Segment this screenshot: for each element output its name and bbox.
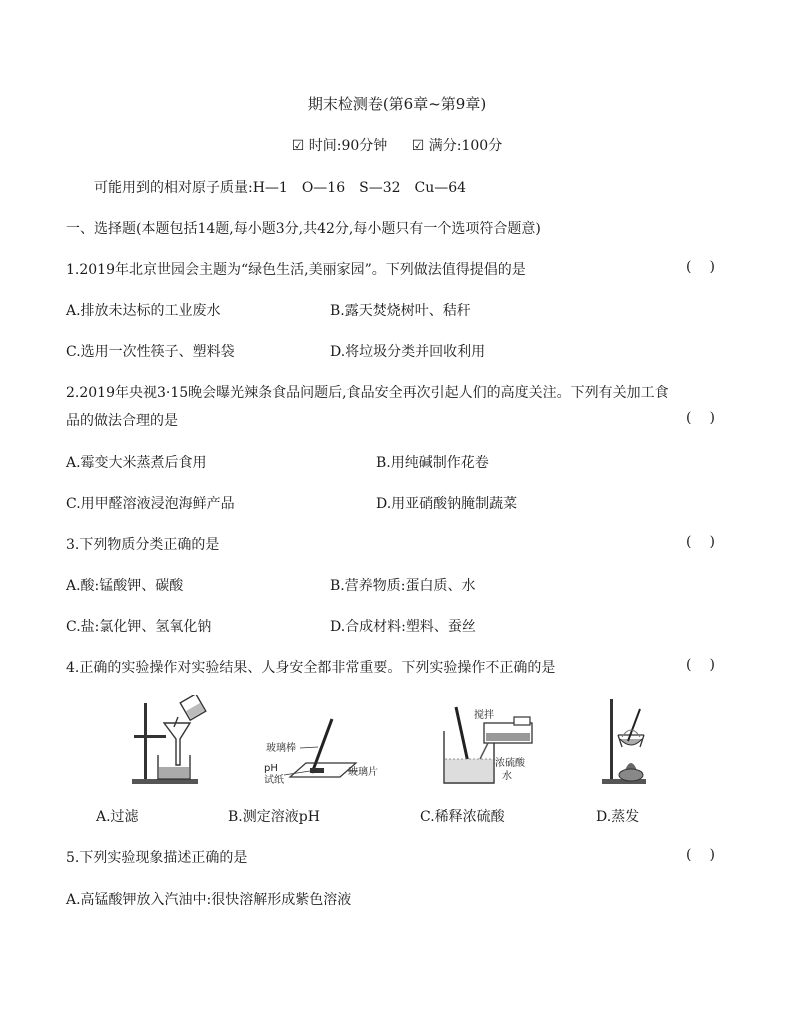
q3-option-c: C.盐:氯化钾、氢氧化钠 xyxy=(66,619,212,635)
q4-caption-a: A.过滤 xyxy=(96,809,139,825)
q2-stem-cont: 品的做法合理的是 xyxy=(66,413,178,429)
q4-caption-b: B.测定溶液pH xyxy=(228,809,320,825)
filtration-figure xyxy=(128,695,218,787)
label-ph: pH xyxy=(264,763,278,774)
q2-option-c: C.用甲醛溶液浸泡海鲜产品 xyxy=(66,496,235,512)
q3-option-a: A.酸:锰酸钾、碳酸 xyxy=(66,578,184,594)
q1-option-b: B.露天焚烧树叶、秸秆 xyxy=(330,303,471,319)
q2-option-b: B.用纯碱制作花卷 xyxy=(376,455,489,471)
evaporation-figure xyxy=(596,695,666,787)
q4-caption-d: D.蒸发 xyxy=(596,809,640,825)
q3-option-b: B.营养物质:蛋白质、水 xyxy=(330,578,476,594)
q1-stem: 1.2019年北京世园会主题为“绿色生活,美丽家园”。下列做法值得提倡的是 xyxy=(66,262,526,278)
label-test-paper: 试纸 xyxy=(264,775,284,786)
q5-option-a: A.高锰酸钾放入汽油中:很快溶解形成紫色溶液 xyxy=(66,892,352,908)
q1-option-a: A.排放未达标的工业废水 xyxy=(66,303,221,319)
q2-answer-blank[interactable]: () xyxy=(686,410,733,426)
atomic-mass-note: 可能用到的相对原子质量:H—1 O—16 S—32 Cu—64 xyxy=(94,180,467,196)
label-glass-plate-text: 玻璃片 xyxy=(348,767,378,778)
q3-option-d: D.合成材料:塑料、蚕丝 xyxy=(330,619,476,635)
q4-caption-c: C.稀释浓硫酸 xyxy=(420,809,505,825)
section-heading: 一、选择题(本题包括14题,每小题3分,共42分,每小题只有一个选项符合题意) xyxy=(66,221,541,237)
q1-option-d: D.将垃圾分类并回收利用 xyxy=(330,344,486,360)
label-stir: 搅拌 xyxy=(474,710,494,721)
page-title: 期末检测卷(第6章~第9章) xyxy=(307,95,487,113)
full-score: ☑ 满分:100分 xyxy=(411,138,503,154)
q2-stem: 2.2019年央视3·15晚会曝光辣条食品问题后,食品安全再次引起人们的高度关注。下列有关加工食 xyxy=(66,385,669,401)
q3-answer-blank[interactable]: () xyxy=(686,534,733,550)
q2-option-a: A.霉变大米蒸煮后食用 xyxy=(66,455,207,471)
label-water: 水 xyxy=(502,771,512,782)
q1-option-c: C.选用一次性筷子、塑料袋 xyxy=(66,344,235,360)
q5-stem: 5.下列实验现象描述正确的是 xyxy=(66,850,248,866)
q3-stem: 3.下列物质分类正确的是 xyxy=(66,537,220,553)
exam-meta xyxy=(0,135,794,155)
q2-option-d: D.用亚硝酸钠腌制蔬菜 xyxy=(376,496,518,512)
q4-stem: 4.正确的实验操作对实验结果、人身安全都非常重要。下列实验操作不正确的是 xyxy=(66,660,556,676)
q4-answer-blank[interactable]: () xyxy=(686,657,733,673)
label-conc-acid: 浓硫酸 xyxy=(495,758,525,769)
time-limit: ☑ 时间:90分钟 xyxy=(291,138,388,154)
q5-answer-blank[interactable]: () xyxy=(686,847,733,863)
label-glass-rod: 玻璃棒 xyxy=(266,743,296,754)
q1-answer-blank[interactable]: () xyxy=(686,259,733,275)
